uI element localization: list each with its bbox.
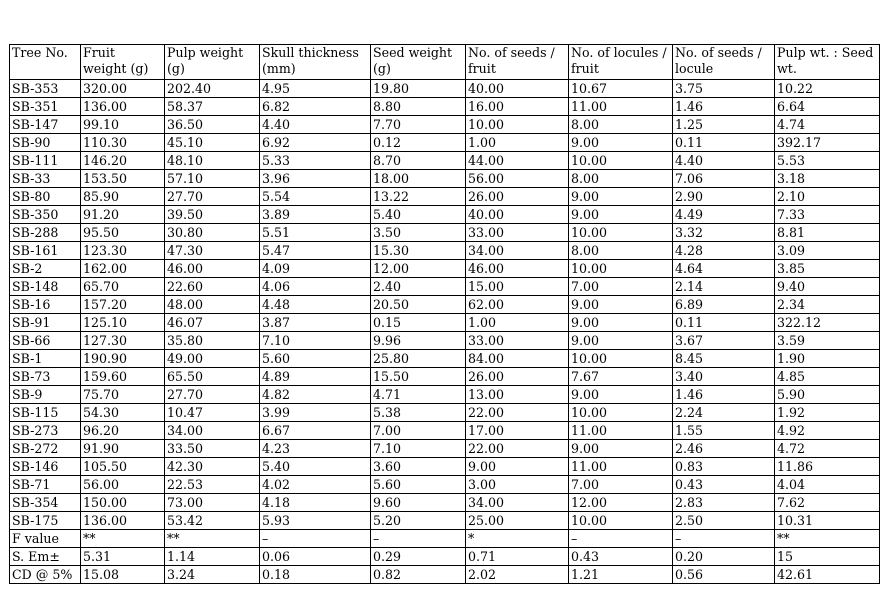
table-cell: 39.50	[165, 206, 260, 224]
column-header: Fruit weight (g)	[81, 45, 165, 80]
table-cell: 10.47	[165, 404, 260, 422]
row-label-cell: SB-288	[10, 224, 81, 242]
table-cell: 91.90	[81, 440, 165, 458]
table-cell: **	[81, 530, 165, 548]
table-cell: 56.00	[466, 170, 569, 188]
table-cell: 0.83	[673, 458, 775, 476]
table-cell: 3.99	[260, 404, 371, 422]
table-cell: 99.10	[81, 116, 165, 134]
table-cell: 7.10	[260, 332, 371, 350]
column-header: No. of seeds / fruit	[466, 45, 569, 80]
table-cell: 127.30	[81, 332, 165, 350]
table-cell: 46.07	[165, 314, 260, 332]
table-cell: 8.70	[371, 152, 466, 170]
table-cell: 8.00	[569, 116, 673, 134]
column-header: Skull thickness (mm)	[260, 45, 371, 80]
table-cell: 47.30	[165, 242, 260, 260]
table-cell: 48.10	[165, 152, 260, 170]
table-cell: 8.00	[569, 170, 673, 188]
table-cell: 4.49	[673, 206, 775, 224]
table-cell: 0.29	[371, 548, 466, 566]
table-cell: 3.75	[673, 80, 775, 98]
table-cell: 0.11	[673, 134, 775, 152]
table-cell: 26.00	[466, 368, 569, 386]
table-row	[10, 386, 880, 404]
table-cell: –	[673, 530, 775, 548]
table-cell: 159.60	[81, 368, 165, 386]
table-cell: 3.67	[673, 332, 775, 350]
row-label-cell: SB-80	[10, 188, 81, 206]
table-cell: 10.31	[775, 512, 880, 530]
table-cell: 10.00	[569, 512, 673, 530]
table-cell: 2.40	[371, 278, 466, 296]
table-cell: 3.40	[673, 368, 775, 386]
row-label-cell: SB-175	[10, 512, 81, 530]
table-cell: 15.30	[371, 242, 466, 260]
table-cell: 1.00	[466, 314, 569, 332]
table-row	[10, 260, 880, 278]
table-cell: 2.02	[466, 566, 569, 584]
table-cell: 2.10	[775, 188, 880, 206]
table-cell: 202.40	[165, 80, 260, 98]
table-cell: 12.00	[371, 260, 466, 278]
table-cell: 40.00	[466, 206, 569, 224]
table-cell: 162.00	[81, 260, 165, 278]
table-cell: 15.00	[466, 278, 569, 296]
table-cell: 16.00	[466, 98, 569, 116]
row-label-cell: SB-2	[10, 260, 81, 278]
table-cell: 0.11	[673, 314, 775, 332]
table-cell: 1.00	[466, 134, 569, 152]
row-label-cell: SB-1	[10, 350, 81, 368]
row-label-cell: SB-111	[10, 152, 81, 170]
table-cell: 9.60	[371, 494, 466, 512]
table-cell: 5.40	[371, 206, 466, 224]
table-cell: 25.80	[371, 350, 466, 368]
table-cell: 5.47	[260, 242, 371, 260]
table-cell: 5.20	[371, 512, 466, 530]
table-cell: 4.89	[260, 368, 371, 386]
table-cell: 5.53	[775, 152, 880, 170]
table-cell: **	[775, 530, 880, 548]
table-cell: 4.71	[371, 386, 466, 404]
table-cell: 2.14	[673, 278, 775, 296]
table-cell: 5.40	[260, 458, 371, 476]
table-cell: 4.74	[775, 116, 880, 134]
table-cell: 2.83	[673, 494, 775, 512]
table-cell: 40.00	[466, 80, 569, 98]
column-header: Seed weight (g)	[371, 45, 466, 80]
table-cell: 1.21	[569, 566, 673, 584]
table-cell: 7.10	[371, 440, 466, 458]
table-cell: 10.00	[569, 350, 673, 368]
table-cell: 4.06	[260, 278, 371, 296]
table-row	[10, 242, 880, 260]
table-cell: 10.00	[569, 224, 673, 242]
row-label-cell: SB-71	[10, 476, 81, 494]
table-cell: 146.20	[81, 152, 165, 170]
table-cell: 157.20	[81, 296, 165, 314]
table-row	[10, 332, 880, 350]
table-cell: 153.50	[81, 170, 165, 188]
table-cell: 65.70	[81, 278, 165, 296]
table-cell: 4.04	[775, 476, 880, 494]
table-cell: 2.24	[673, 404, 775, 422]
table-cell: 4.18	[260, 494, 371, 512]
row-label-cell: SB-66	[10, 332, 81, 350]
table-cell: 9.00	[466, 458, 569, 476]
fruit-traits-table	[9, 44, 880, 584]
table-cell: 49.00	[165, 350, 260, 368]
table-row	[10, 80, 880, 98]
row-label-cell: SB-115	[10, 404, 81, 422]
table-cell: 3.60	[371, 458, 466, 476]
table-cell: 9.40	[775, 278, 880, 296]
row-label-cell: SB-9	[10, 386, 81, 404]
table-cell: 6.89	[673, 296, 775, 314]
table-row	[10, 404, 880, 422]
table-cell: 33.00	[466, 224, 569, 242]
row-label-cell: SB-91	[10, 314, 81, 332]
table-cell: 34.00	[466, 242, 569, 260]
table-cell: 0.82	[371, 566, 466, 584]
table-cell: 0.56	[673, 566, 775, 584]
table-cell: 9.00	[569, 440, 673, 458]
table-cell: 322.12	[775, 314, 880, 332]
column-header: Pulp wt. : Seed wt.	[775, 45, 880, 80]
table-row	[10, 278, 880, 296]
table-cell: 0.20	[673, 548, 775, 566]
table-cell: –	[260, 530, 371, 548]
row-label-cell: S. Em±	[10, 548, 81, 566]
table-row	[10, 152, 880, 170]
table-cell: 3.09	[775, 242, 880, 260]
table-cell: 123.30	[81, 242, 165, 260]
table-cell: 7.67	[569, 368, 673, 386]
table-cell: 136.00	[81, 512, 165, 530]
table-cell: 33.00	[466, 332, 569, 350]
table-cell: 0.71	[466, 548, 569, 566]
table-cell: 9.00	[569, 332, 673, 350]
table-body	[10, 80, 880, 584]
table-cell: 30.80	[165, 224, 260, 242]
table-cell: **	[165, 530, 260, 548]
table-cell: 320.00	[81, 80, 165, 98]
table-cell: 3.85	[775, 260, 880, 278]
table-cell: 4.23	[260, 440, 371, 458]
table-cell: 9.00	[569, 314, 673, 332]
table-cell: 75.70	[81, 386, 165, 404]
table-cell: 10.00	[569, 404, 673, 422]
table-cell: 10.00	[569, 260, 673, 278]
table-cell: 3.24	[165, 566, 260, 584]
table-cell: 4.64	[673, 260, 775, 278]
table-row	[10, 440, 880, 458]
table-cell: 6.92	[260, 134, 371, 152]
table-cell: 4.85	[775, 368, 880, 386]
row-label-cell: CD @ 5%	[10, 566, 81, 584]
table-cell: 10.00	[466, 116, 569, 134]
row-label-cell: SB-16	[10, 296, 81, 314]
table-cell: 4.72	[775, 440, 880, 458]
table-cell: 5.93	[260, 512, 371, 530]
table-cell: 9.96	[371, 332, 466, 350]
table-cell: 9.00	[569, 296, 673, 314]
table-cell: 0.06	[260, 548, 371, 566]
table-cell: 10.67	[569, 80, 673, 98]
table-row	[10, 530, 880, 548]
row-label-cell: SB-33	[10, 170, 81, 188]
table-cell: 1.46	[673, 386, 775, 404]
table-cell: 46.00	[165, 260, 260, 278]
table-row	[10, 170, 880, 188]
table-cell: 0.43	[673, 476, 775, 494]
table-cell: 7.00	[371, 422, 466, 440]
table-cell: 9.00	[569, 188, 673, 206]
table-cell: 7.00	[569, 476, 673, 494]
table-cell: *	[466, 530, 569, 548]
table-header-row	[10, 45, 880, 80]
table-cell: 5.54	[260, 188, 371, 206]
table-cell: 9.00	[569, 386, 673, 404]
table-cell: 13.00	[466, 386, 569, 404]
table-cell: 11.00	[569, 98, 673, 116]
table-cell: 1.25	[673, 116, 775, 134]
table-cell: 5.51	[260, 224, 371, 242]
table-row	[10, 422, 880, 440]
table-cell: 3.59	[775, 332, 880, 350]
table-cell: 4.02	[260, 476, 371, 494]
table-cell: 27.70	[165, 386, 260, 404]
table-cell: 11.00	[569, 458, 673, 476]
table-cell: 20.50	[371, 296, 466, 314]
table-cell: 22.00	[466, 440, 569, 458]
table-cell: 58.37	[165, 98, 260, 116]
table-row	[10, 458, 880, 476]
table-row	[10, 548, 880, 566]
table-cell: 84.00	[466, 350, 569, 368]
table-cell: 34.00	[165, 422, 260, 440]
table-row	[10, 566, 880, 584]
table-cell: 9.00	[569, 206, 673, 224]
column-header: Tree No.	[10, 45, 81, 80]
table-cell: 150.00	[81, 494, 165, 512]
row-label-cell: SB-146	[10, 458, 81, 476]
table-cell: 73.00	[165, 494, 260, 512]
table-cell: 4.09	[260, 260, 371, 278]
table-cell: 2.50	[673, 512, 775, 530]
table-cell: 22.60	[165, 278, 260, 296]
table-cell: 12.00	[569, 494, 673, 512]
table-row	[10, 296, 880, 314]
table-cell: 15.50	[371, 368, 466, 386]
table-cell: 8.80	[371, 98, 466, 116]
table-row	[10, 188, 880, 206]
table-cell: 15	[775, 548, 880, 566]
table-row	[10, 314, 880, 332]
table-cell: 1.92	[775, 404, 880, 422]
table-cell: 8.81	[775, 224, 880, 242]
table-cell: 8.45	[673, 350, 775, 368]
table-cell: 11.86	[775, 458, 880, 476]
table-cell: 125.10	[81, 314, 165, 332]
table-cell: 22.00	[466, 404, 569, 422]
row-label-cell: SB-353	[10, 80, 81, 98]
table-cell: 105.50	[81, 458, 165, 476]
table-cell: 44.00	[466, 152, 569, 170]
table-cell: 1.46	[673, 98, 775, 116]
table-cell: 1.90	[775, 350, 880, 368]
table-cell: 3.18	[775, 170, 880, 188]
table-cell: 3.89	[260, 206, 371, 224]
table-cell: 26.00	[466, 188, 569, 206]
table-cell: 6.64	[775, 98, 880, 116]
table-cell: 0.15	[371, 314, 466, 332]
table-row	[10, 98, 880, 116]
row-label-cell: F value	[10, 530, 81, 548]
table-cell: 2.34	[775, 296, 880, 314]
table-cell: –	[371, 530, 466, 548]
table-cell: 7.00	[569, 278, 673, 296]
table-cell: 1.55	[673, 422, 775, 440]
table-cell: 0.43	[569, 548, 673, 566]
table-cell: 25.00	[466, 512, 569, 530]
row-label-cell: SB-148	[10, 278, 81, 296]
table-cell: 392.17	[775, 134, 880, 152]
table-cell: 53.42	[165, 512, 260, 530]
table-cell: 4.82	[260, 386, 371, 404]
row-label-cell: SB-90	[10, 134, 81, 152]
table-cell: 3.32	[673, 224, 775, 242]
table-cell: 62.00	[466, 296, 569, 314]
row-label-cell: SB-350	[10, 206, 81, 224]
column-header: Pulp weight (g)	[165, 45, 260, 80]
table-cell: 22.53	[165, 476, 260, 494]
column-header: No. of locules / fruit	[569, 45, 673, 80]
table-cell: 5.38	[371, 404, 466, 422]
table-cell: 35.80	[165, 332, 260, 350]
table-cell: 5.31	[81, 548, 165, 566]
table-cell: 110.30	[81, 134, 165, 152]
table-cell: 5.33	[260, 152, 371, 170]
table-cell: 42.61	[775, 566, 880, 584]
table-cell: 4.40	[673, 152, 775, 170]
row-label-cell: SB-147	[10, 116, 81, 134]
row-label-cell: SB-354	[10, 494, 81, 512]
table-cell: –	[569, 530, 673, 548]
table-cell: 33.50	[165, 440, 260, 458]
table-cell: 5.60	[371, 476, 466, 494]
table-cell: 0.12	[371, 134, 466, 152]
table-cell: 34.00	[466, 494, 569, 512]
table-cell: 48.00	[165, 296, 260, 314]
table-cell: 56.00	[81, 476, 165, 494]
table-cell: 9.00	[569, 134, 673, 152]
table-cell: 46.00	[466, 260, 569, 278]
table-cell: 27.70	[165, 188, 260, 206]
table-cell: 8.00	[569, 242, 673, 260]
table-cell: 7.06	[673, 170, 775, 188]
table-row	[10, 494, 880, 512]
table-cell: 10.00	[569, 152, 673, 170]
table-row	[10, 368, 880, 386]
table-cell: 15.08	[81, 566, 165, 584]
table-cell: 190.90	[81, 350, 165, 368]
table-cell: 2.46	[673, 440, 775, 458]
table-cell: 57.10	[165, 170, 260, 188]
table-cell: 45.10	[165, 134, 260, 152]
table-cell: 5.60	[260, 350, 371, 368]
table-cell: 96.20	[81, 422, 165, 440]
table-cell: 3.00	[466, 476, 569, 494]
table-cell: 136.00	[81, 98, 165, 116]
table-cell: 13.22	[371, 188, 466, 206]
table-cell: 18.00	[371, 170, 466, 188]
table-cell: 4.95	[260, 80, 371, 98]
table-cell: 19.80	[371, 80, 466, 98]
table-cell: 17.00	[466, 422, 569, 440]
table-row	[10, 350, 880, 368]
table-cell: 4.48	[260, 296, 371, 314]
table-cell: 6.67	[260, 422, 371, 440]
table-cell: 54.30	[81, 404, 165, 422]
table-cell: 0.18	[260, 566, 371, 584]
table-cell: 10.22	[775, 80, 880, 98]
table-row	[10, 512, 880, 530]
table-cell: 3.96	[260, 170, 371, 188]
table-cell: 6.82	[260, 98, 371, 116]
table-row	[10, 206, 880, 224]
table-cell: 95.50	[81, 224, 165, 242]
table-cell: 3.50	[371, 224, 466, 242]
table-cell: 4.28	[673, 242, 775, 260]
table-row	[10, 476, 880, 494]
table-cell: 36.50	[165, 116, 260, 134]
row-label-cell: SB-73	[10, 368, 81, 386]
table-cell: 11.00	[569, 422, 673, 440]
row-label-cell: SB-351	[10, 98, 81, 116]
table-cell: 42.30	[165, 458, 260, 476]
column-header: No. of seeds / locule	[673, 45, 775, 80]
table-row	[10, 134, 880, 152]
table-cell: 4.40	[260, 116, 371, 134]
table-cell: 7.33	[775, 206, 880, 224]
table-cell: 5.90	[775, 386, 880, 404]
table-cell: 2.90	[673, 188, 775, 206]
row-label-cell: SB-272	[10, 440, 81, 458]
table-cell: 91.20	[81, 206, 165, 224]
table-cell: 7.70	[371, 116, 466, 134]
table-cell: 4.92	[775, 422, 880, 440]
table-row	[10, 116, 880, 134]
row-label-cell: SB-273	[10, 422, 81, 440]
table-row	[10, 224, 880, 242]
table-cell: 85.90	[81, 188, 165, 206]
table-cell: 65.50	[165, 368, 260, 386]
table-cell: 3.87	[260, 314, 371, 332]
table-cell: 1.14	[165, 548, 260, 566]
row-label-cell: SB-161	[10, 242, 81, 260]
table-cell: 7.62	[775, 494, 880, 512]
